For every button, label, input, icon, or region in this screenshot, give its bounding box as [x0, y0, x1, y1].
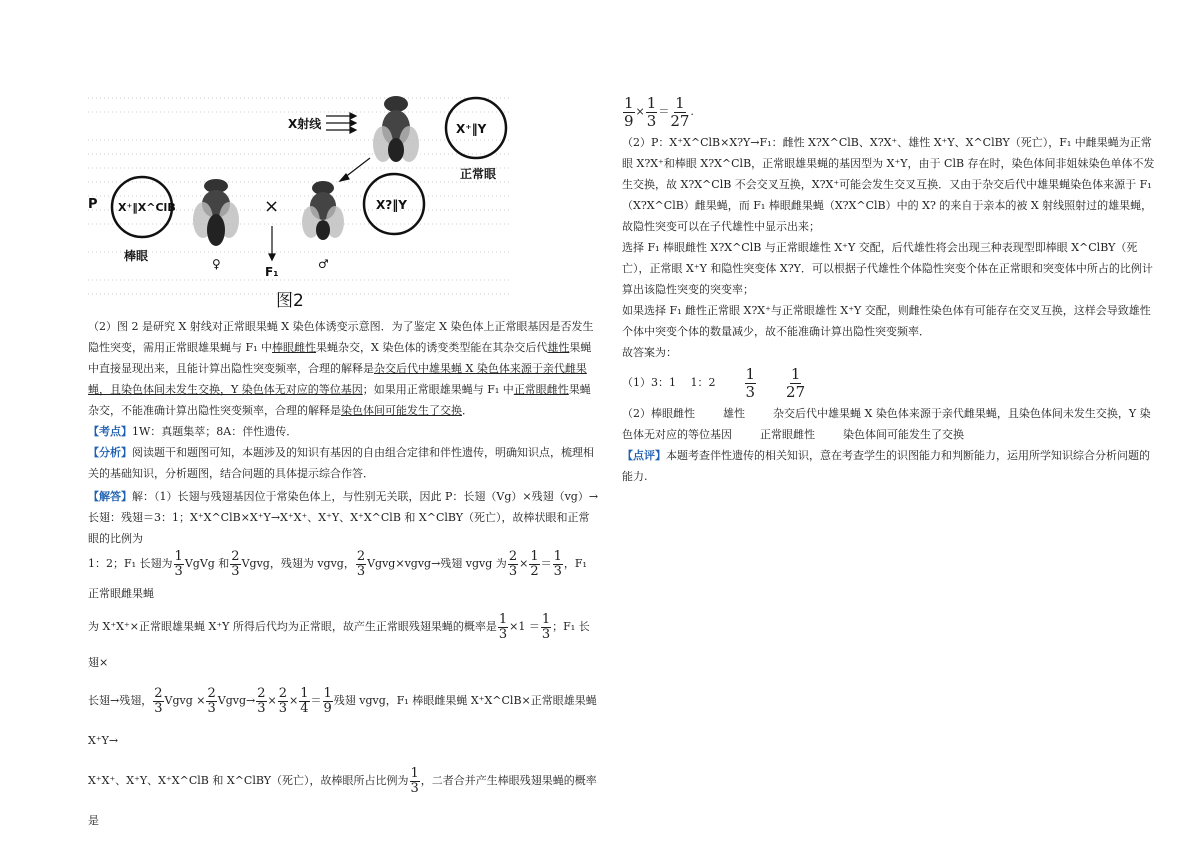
- answer-blank-1: 棒眼雌性: [272, 341, 317, 354]
- jieda-line1: 解：（1）长翅与残翅基因位于常染色体上，与性别无关联，因此 P：长翅（Vg）×残翅（vg）→长翅：残翅＝3：1；X⁺X^ClB×X⁺Y→X⁺X⁺、X⁺Y、X⁺X^ClB 和 X^ClBY（死亡），故棒状眼和正常眼的比例为: [88, 490, 599, 545]
- dianping-paragraph: [622, 445, 1158, 487]
- xray-arrows: [326, 113, 356, 133]
- q2-mid2: 果蝇中直接显现出来，且能计算出隐性突变频率，合理的解释是: [88, 341, 592, 375]
- dianping-text: 本题考查伴性遗传的相关知识，意在考查学生的识图能力和判断能力，运用所学知识综合分析问题的能力.: [622, 449, 1150, 483]
- text: （1）3：1 1：2: [622, 376, 716, 389]
- f1-label: F₁: [265, 265, 279, 279]
- text: 杂交后代中雄果蝇 X 染色体来源于亲代雌果蝇，且染色体间未发生交换，Y 染色体无对应的等位基因: [622, 407, 1151, 441]
- xray-mutation-figure: [88, 92, 510, 310]
- left-genotype: X⁺‖X^ClB: [118, 201, 176, 214]
- text: Vgvg→: [217, 694, 256, 707]
- fraction: $\frac{2}{3}$: [278, 685, 287, 716]
- fraction: $\frac{1}{3}$: [410, 765, 419, 796]
- fraction: $\frac{1}{3}$: [541, 611, 551, 642]
- jieda-paragraph: [88, 486, 600, 549]
- text: 1：2；F₁ 长翅为: [88, 557, 173, 570]
- fenxi-paragraph: [88, 442, 600, 484]
- cross-symbol: ×: [264, 196, 280, 217]
- answer-blank-4: 正常眼雌性: [513, 383, 569, 396]
- text: （2）棒眼雌性: [622, 407, 695, 420]
- answer-blank-5: 染色体间可能发生了交换: [341, 404, 462, 417]
- calc-result: [622, 92, 1158, 132]
- text: ；F₁ 长翅×: [88, 620, 590, 669]
- fraction: $\frac{1}{3}$: [498, 611, 508, 642]
- mutant-male-fly-icon: [302, 181, 344, 240]
- dianping-tag: 【点评】: [622, 449, 666, 462]
- text: ，二者合并产生棒眼残翅果蝇的概率是: [88, 774, 597, 827]
- figure-svg: [88, 92, 510, 310]
- text: ×: [267, 694, 277, 707]
- text: ×: [519, 557, 529, 570]
- jieda-tag: 【解答】: [88, 490, 132, 503]
- fraction: $\frac{1}{27}$: [786, 364, 806, 401]
- kaodian-tag: 【考点】: [88, 425, 132, 438]
- fraction: $\frac{1}{3}$: [553, 548, 562, 579]
- fraction: $\frac{2}{3}$: [508, 548, 518, 579]
- answer-blank-3: 杂交后代中雄果蝇 X 染色体来源于亲代雌果蝇，且染色体间未发生交换，Y 染色体无对应的等位基因: [88, 362, 587, 396]
- jieda-line5: [88, 761, 600, 841]
- fenxi-tag: 【分析】: [88, 446, 132, 459]
- text: ×: [635, 105, 645, 118]
- jieda-line2: [88, 549, 600, 609]
- fraction: $\frac{1}{27}$: [670, 93, 690, 130]
- answer-2: [622, 403, 1158, 445]
- answer-1: [622, 363, 1158, 403]
- fraction: $\frac{1}{3}$: [174, 548, 183, 579]
- left-caption: 棒眼: [124, 249, 149, 263]
- mid-genotype: X?‖Y: [376, 198, 407, 212]
- fraction: $\frac{1}{4}$: [300, 685, 309, 716]
- xray-male-fly-icon: [373, 96, 419, 162]
- q2-mid3: ；如果用正常眼雄果蝇与 F₁ 中: [362, 383, 514, 396]
- fraction: $\frac{1}{9}$: [323, 685, 332, 716]
- text: 正常眼雌性: [760, 428, 815, 441]
- fraction: $\frac{1}{2}$: [530, 548, 539, 579]
- right-column: [622, 92, 1158, 487]
- fraction: $\frac{2}{3}$: [257, 685, 266, 716]
- text: 雄性: [723, 407, 745, 420]
- right-q2-a: （2）P：X⁺X^ClB×X?Y→F₁：雌性 X?X^ClB、X?X⁺、雄性 X⁺Y、X^ClBY（死亡），F₁ 中雌果蝇为正常眼 X?X⁺和棒眼 X?X^ClB，正常眼雄果蝇的基因型为 X⁺Y，由于 ClB 存在时，染色体间非姐妹染色单体不发生交换，故 X?X^ClB 不会交叉互换，X?X⁺可能会发生交叉互换．又由于杂交后代中雄果蝇染色体来源于 F₁（X?X^ClB）雌果蝇，而 F₁ 棒眼雌果蝇（X?X^ClB）中的 X? 的来自于亲本的被 X 射线照射过的雄果蝇，故隐性突变可以在子代雄性中显示出来；: [622, 136, 1155, 233]
- xray-label: X射线: [288, 117, 322, 131]
- left-column: [88, 316, 600, 841]
- text: ＝: [540, 557, 552, 570]
- right-q2-b: 选择 F₁ 棒眼雌性 X?X^ClB 与正常眼雄性 X⁺Y 交配，后代雄性将会出现三种表现型即棒眼 X^ClBY（死亡），正常眼 X⁺Y 和隐性突变体 X?Y．可以根据子代雄性个体隐性突变个体在正常眼和突变体中所占的比例计算出该隐性突变的突变率；: [622, 241, 1153, 296]
- text: 残翅 vgvg，F₁ 棒眼雌果蝇 X⁺X^ClB×正常眼雄果蝇 X⁺Y→: [88, 694, 597, 747]
- text: 长翅→残翅，: [88, 694, 153, 707]
- fraction: $\frac{2}{3}$: [207, 685, 216, 716]
- answer-heading: 故答案为：: [622, 346, 677, 359]
- jieda-line4: [88, 681, 600, 761]
- fenxi-text: 阅读题干和题图可知，本题涉及的知识有基因的自由组合定律和伴性遗传，明确知识点，梳理相关的基础知识，分析题图，结合问题的具体提示综合作答．: [88, 446, 594, 480]
- text: 为 X⁺X⁺×正常眼雄果蝇 X⁺Y 所得后代均为正常眼，故产生正常眼残翅果蝇的概率是: [88, 620, 497, 633]
- right-caption: 正常眼: [460, 167, 497, 181]
- fraction: $\frac{2}{3}$: [231, 548, 240, 579]
- q2-text: （2）图 2 是研究 X 射线对正常眼果蝇 X 染色体诱变示意图．为了鉴定 X 染色体上正常眼基因是否发生隐性突变，需用正常眼雄果蝇与 F₁ 中: [88, 320, 594, 354]
- text: 染色体间可能发生了交换: [843, 428, 964, 441]
- text: Vgvg×vgvg→残翅 vgvg 为: [367, 557, 507, 570]
- text: ＝: [310, 694, 322, 707]
- fraction: $\frac{1}{3}$: [646, 93, 657, 130]
- right-genotype: X⁺‖Y: [456, 122, 487, 136]
- text: ，F₁ 正常眼雌果蝇: [88, 557, 587, 600]
- p-label: P: [88, 197, 98, 212]
- jieda-line3: [88, 609, 600, 681]
- kaodian-text: 1W：真题集萃；8A：伴性遗传．: [132, 425, 298, 438]
- q2-mid1: 果蝇杂交，X 染色体的诱变类型能在其杂交后代: [316, 341, 548, 354]
- fraction: $\frac{2}{3}$: [154, 685, 163, 716]
- text: X⁺X⁺、X⁺Y、X⁺X^ClB 和 X^ClBY（死亡），故棒眼所占比例为: [88, 774, 409, 787]
- q2-mid4: 果蝇杂交，不能准确计算出隐性突变频率，合理的解释是: [88, 383, 591, 417]
- f1-arrow: [269, 226, 275, 260]
- female-symbol: ♀: [212, 257, 221, 271]
- text: .: [690, 105, 694, 118]
- text: ×: [289, 694, 299, 707]
- right-q2-c: 如果选择 F₁ 雌性正常眼 X?X⁺与正常眼雄性 X⁺Y 交配，则雌性染色体有可能存在交叉互换，这样会导致雄性个体中突变个体的数量减少，故不能准确计算出隐性突变频率．: [622, 304, 1151, 338]
- male-symbol: ♂: [318, 257, 329, 271]
- text: ＝: [658, 105, 670, 118]
- fraction: $\frac{2}{3}$: [356, 548, 366, 579]
- kaodian-paragraph: [88, 421, 600, 442]
- q2-paragraph: [88, 316, 600, 421]
- female-fly-icon: [193, 179, 239, 246]
- text: VgVg 和: [184, 557, 230, 570]
- answer-blank-2: 雄性: [547, 341, 570, 354]
- text: ×1 ＝: [509, 620, 540, 633]
- q2-end: ．: [462, 404, 473, 417]
- fraction: $\frac{1}{9}$: [624, 93, 634, 130]
- figure-caption: 图2: [276, 291, 304, 310]
- text: Vgvg ×: [164, 694, 206, 707]
- fraction: $\frac{1}{3}$: [745, 364, 756, 401]
- text: Vgvg，残翅为 vgvg，: [241, 557, 355, 570]
- mutation-arrow: [340, 158, 370, 181]
